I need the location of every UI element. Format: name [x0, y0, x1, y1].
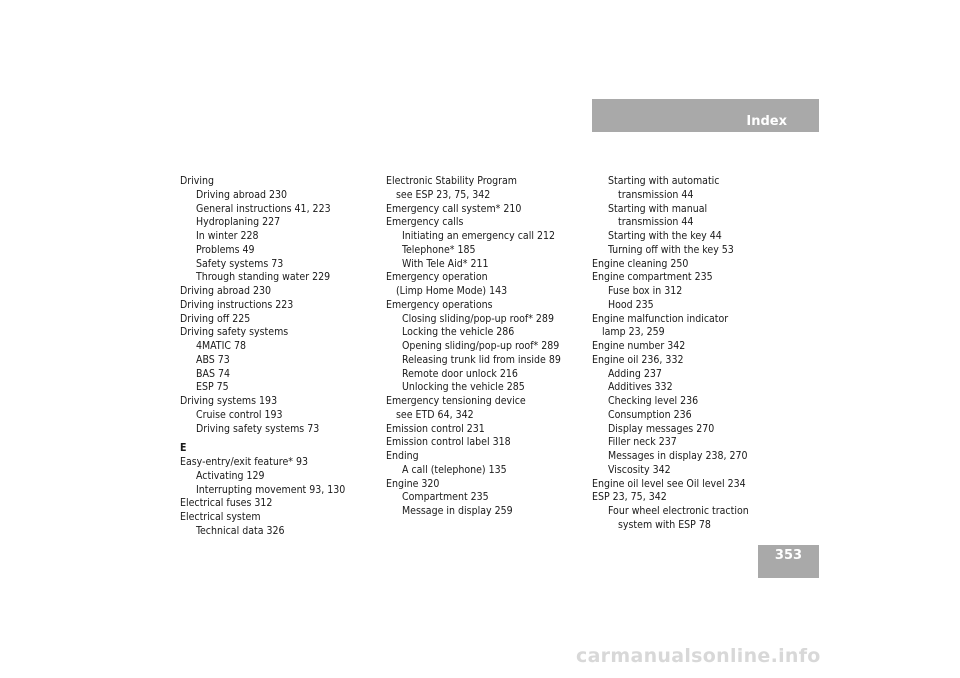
index-entry: Electrical system [180, 511, 261, 523]
index-entry: Engine oil level see Oil level 234 [592, 477, 746, 490]
index-entry: Driving abroad 230 [180, 285, 272, 297]
index-column-2 [386, 175, 586, 519]
index-entry: Engine oil 236, 332 [592, 353, 684, 366]
index-entry: Driving instructions 223 [180, 298, 294, 311]
index-entry: A call (telephone) 135 [402, 463, 507, 476]
index-entry: Engine malfunction indicator [592, 312, 729, 325]
index-entry: Emergency operations [386, 298, 493, 311]
index-entry: Emergency calls [386, 216, 464, 229]
index-entry: General instructions 41, 223 [196, 202, 331, 215]
index-entry: Additives 332 [608, 381, 673, 394]
index-entry: Hydroplaning 227 [196, 216, 281, 229]
index-entry: Driving systems 193 [180, 395, 278, 407]
index-entry: Engine cleaning 250 [592, 257, 689, 270]
index-entry: Engine number 342 [592, 340, 686, 352]
index-entry: Easy-entry/exit feature* 93 [180, 456, 309, 468]
index-entry: Messages in display 238, 270 [608, 450, 748, 462]
index-entry: Engine compartment 235 [592, 271, 713, 284]
index-entry: Problems 49 [196, 243, 255, 256]
index-entry: With Tele Aid* 211 [402, 257, 489, 270]
section-title: Index [746, 114, 787, 129]
index-entry: Four wheel electronic traction [608, 505, 749, 517]
index-entry: ESP 23, 75, 342 [592, 491, 667, 504]
page-number: 353 [774, 548, 803, 563]
index-entry: Through standing water 229 [196, 271, 331, 284]
index-entry: see ETD 64, 342 [396, 408, 474, 421]
index-entry: Safety systems 73 [196, 257, 284, 270]
index-entry: BAS 74 [196, 367, 230, 380]
index-entry: Interrupting movement 93, 130 [196, 483, 346, 496]
index-entry: transmission 44 [618, 216, 694, 229]
index-entry: Driving safety systems [180, 326, 289, 339]
index-column-1 [180, 175, 380, 539]
index-entry: lamp 23, 259 [602, 326, 665, 339]
index-entry: Viscosity 342 [608, 463, 671, 476]
index-entry: ABS 73 [196, 353, 230, 366]
watermark-text: carmanualsonline.info [576, 645, 821, 667]
index-entry: ESP 75 [196, 381, 229, 394]
index-entry: Compartment 235 [402, 491, 489, 504]
index-entry: Display messages 270 [608, 422, 715, 435]
index-entry: Initiating an emergency call 212 [402, 230, 555, 242]
index-entry: Hood 235 [608, 298, 654, 311]
index-entry: Unlocking the vehicle 285 [402, 381, 525, 394]
index-entry: Driving off 225 [180, 312, 251, 325]
index-entry: Fuse box in 312 [608, 285, 683, 297]
index-entry: 4MATIC 78 [196, 340, 246, 352]
index-entry: Emergency operation [386, 271, 488, 284]
index-entry: Emergency call system* 210 [386, 202, 522, 215]
index-entry: (Limp Home Mode) 143 [396, 285, 508, 297]
index-entry: Driving safety systems 73 [196, 422, 320, 435]
index-entry: Cruise control 193 [196, 408, 283, 421]
index-entry: Ending [386, 450, 419, 462]
index-entry: Starting with the key 44 [608, 230, 722, 242]
index-letter-heading: E [180, 442, 187, 455]
page-number-box [758, 545, 819, 578]
index-entry: Closing sliding/pop-up roof* 289 [402, 312, 554, 325]
index-entry: transmission 44 [618, 188, 694, 201]
index-entry: Opening sliding/pop-up roof* 289 [402, 340, 560, 352]
index-entry: Electrical fuses 312 [180, 497, 273, 510]
index-entry: Technical data 326 [196, 524, 285, 537]
index-entry: Activating 129 [196, 469, 265, 482]
index-entry: Turning off with the key 53 [608, 243, 734, 256]
index-entry: Driving [180, 175, 214, 187]
index-entry: Filler neck 237 [608, 436, 677, 449]
index-entry: Adding 237 [608, 367, 662, 380]
index-entry: Locking the vehicle 286 [402, 326, 515, 339]
index-entry: Emission control 231 [386, 422, 485, 435]
index-entry: Emission control label 318 [386, 436, 511, 449]
index-entry: Releasing trunk lid from inside 89 [402, 353, 561, 366]
index-entry: see ESP 23, 75, 342 [396, 188, 491, 201]
index-entry: Engine 320 [386, 477, 440, 490]
index-entry: Driving abroad 230 [196, 188, 288, 201]
index-entry: Electronic Stability Program [386, 175, 517, 187]
index-entry: Starting with automatic [608, 175, 720, 187]
section-header-bar [592, 99, 819, 132]
index-entry: Emergency tensioning device [386, 395, 526, 407]
index-entry: Remote door unlock 216 [402, 367, 518, 380]
index-entry: Checking level 236 [608, 395, 699, 407]
index-entry: Telephone* 185 [402, 243, 476, 256]
index-entry: Consumption 236 [608, 408, 692, 421]
index-entry: In winter 228 [196, 230, 259, 242]
index-entry: Starting with manual [608, 202, 708, 215]
index-entry: Message in display 259 [402, 505, 513, 517]
index-entry: system with ESP 78 [618, 518, 711, 531]
index-column-3 [592, 175, 792, 533]
